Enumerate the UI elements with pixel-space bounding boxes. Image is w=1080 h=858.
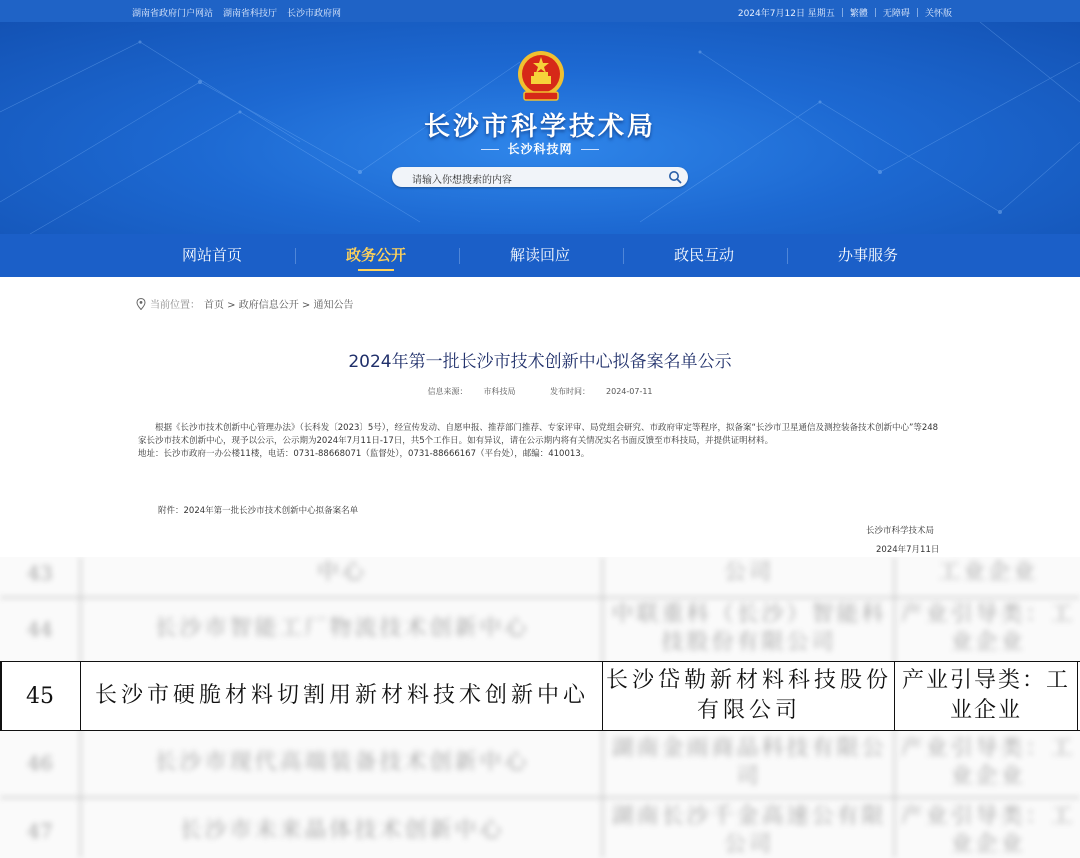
location-pin-icon xyxy=(136,298,146,310)
row-number: 45 xyxy=(0,662,81,730)
breadcrumb-path[interactable]: 首页 > 政府信息公开 > 通知公告 xyxy=(204,300,354,311)
center-name: 长沙市硬脆材料切割用新材料技术创新中心 xyxy=(82,662,603,730)
accessibility-link[interactable]: 无障碍 xyxy=(882,9,910,19)
external-links xyxy=(132,6,341,19)
table-rule xyxy=(1077,662,1078,730)
signature: 长沙市科学技术局 xyxy=(866,526,935,536)
center-name: 长沙市现代高端装备技术创新中心 xyxy=(154,750,530,775)
source-info xyxy=(419,387,523,396)
category: 产业引导类：工业企业 xyxy=(901,668,1070,723)
nav-home[interactable]: 网站首页 xyxy=(181,246,242,264)
highlighted-table-row xyxy=(0,661,1080,731)
main-nav xyxy=(0,234,1080,277)
source-label: 信息来源： xyxy=(427,387,468,396)
center-name: 长沙市未来晶体技术创新中心 xyxy=(179,818,505,843)
category: 工业企业 xyxy=(937,560,1038,585)
nav-interaction[interactable]: 政民互动 xyxy=(673,246,734,264)
search-bar[interactable] xyxy=(392,167,688,187)
site-subtitle xyxy=(0,140,1080,157)
row-number: 44 xyxy=(27,617,53,641)
date-label: 发布时间： xyxy=(550,387,591,396)
traditional-chinese-link[interactable]: 繁體 xyxy=(849,9,868,19)
divider: | xyxy=(873,7,877,18)
nav-interpretation[interactable]: 解读回应 xyxy=(509,246,570,264)
attachment-link[interactable]: 附件：2024年第一批长沙市技术创新中心拟备案名单 xyxy=(158,506,359,516)
article-title: 2024年第一批长沙市技术创新中心拟备案名单公示 xyxy=(348,352,732,372)
nav-divider xyxy=(623,248,624,264)
company-name: 中联重科（长沙）智能科技股份有限公司 xyxy=(611,602,887,655)
table-row xyxy=(0,557,1080,597)
article-paragraph: 根据《长沙市技术创新中心管理办法》（长科发〔2023〕5号），经宣传发动、自愿申报、推荐部门推荐、专家评审、局党组会研究、市政府审定等程序，拟备案“长沙市卫星通信及测控装备技术创新中心”等248家长沙市技术创新中心，现予以公示，公示期为2024年7月11日-17日，共5个工作日。如有异议，请在公示期内将有关情况实名书面反馈至市科技局，并提供证明材料。 xyxy=(138,423,939,446)
company-name: 湖南长沙千金高速公有限公司 xyxy=(611,804,887,857)
divider: | xyxy=(915,7,919,18)
link-hunan-gov[interactable]: 湖南省政府门户网站 xyxy=(132,9,214,19)
site-title: 长沙市科学技术局 xyxy=(423,112,656,142)
article-meta xyxy=(0,386,1080,397)
table-row xyxy=(0,598,1080,660)
elder-mode-link[interactable]: 关怀版 xyxy=(924,9,952,19)
date-value: 2024-07-11 xyxy=(606,387,653,396)
category: 产业引导类：工业企业 xyxy=(900,602,1076,655)
row-number: 47 xyxy=(27,819,53,843)
table-row xyxy=(0,730,1080,796)
divider: | xyxy=(840,7,844,18)
top-right-tools xyxy=(738,6,952,19)
link-hunan-sti[interactable]: 湖南省科技厅 xyxy=(223,9,278,19)
category: 产业引导类：工业企业 xyxy=(900,804,1076,857)
center-name: 长沙市智能工厂物流技术创新中心 xyxy=(154,616,530,641)
search-icon[interactable] xyxy=(668,170,682,184)
candidate-table xyxy=(0,557,1080,858)
current-date: 2024年7月12日 星期五 xyxy=(737,9,835,19)
article-body xyxy=(138,422,944,461)
article-address: 地址：长沙市政府一办公楼11楼，电话：0731-88668071（监督处），0731-88666167（平台处），邮编：410013。 xyxy=(138,449,590,459)
search-input[interactable]: 请输入你想搜索的内容 xyxy=(412,175,512,186)
row-number: 46 xyxy=(27,751,53,775)
link-changsha-gov[interactable]: 长沙市政府网 xyxy=(287,9,342,19)
company-name: 湖南金雨商品科技有限公司 xyxy=(611,736,887,789)
subtitle-dash xyxy=(481,149,499,150)
company-name: 公司 xyxy=(723,560,774,585)
nav-services[interactable]: 办事服务 xyxy=(837,246,898,264)
nav-divider xyxy=(459,248,460,264)
header-banner xyxy=(0,22,1080,234)
national-emblem-icon xyxy=(516,48,566,104)
table-row xyxy=(0,798,1080,858)
breadcrumb xyxy=(136,296,353,311)
nav-divider xyxy=(787,248,788,264)
nav-divider xyxy=(295,248,296,264)
center-name: 中心 xyxy=(316,560,367,585)
breadcrumb-label: 当前位置： xyxy=(150,300,200,311)
company-name: 长沙岱勒新材料科技股份有限公司 xyxy=(604,662,895,730)
top-utility-bar xyxy=(0,0,1080,22)
signature-date: 2024年7月11日 xyxy=(876,545,940,555)
subtitle-text: 长沙科技网 xyxy=(507,142,573,156)
source-value: 市科技局 xyxy=(483,387,516,396)
nav-gov-affairs[interactable]: 政务公开 xyxy=(306,234,446,277)
category: 产业引导类：工业企业 xyxy=(900,736,1076,789)
row-number: 43 xyxy=(27,561,53,585)
subtitle-dash xyxy=(581,149,599,150)
publish-info xyxy=(542,387,661,396)
